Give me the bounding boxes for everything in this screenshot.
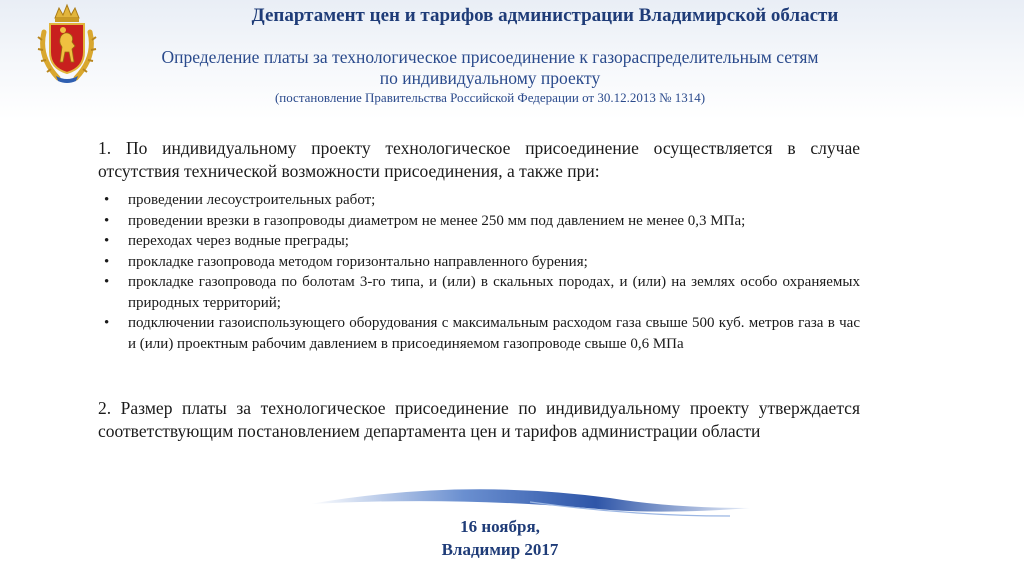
point-1-paragraph: 1. По индивидуальному проекту технологическое присоединение осуществляется в случае отсутствия технической возможности присоединения, а также при: xyxy=(98,138,860,181)
decree-reference: (постановление Правительства Российской Федерации от 30.12.2013 № 1314) xyxy=(274,90,706,105)
date-line-1: 16 ноября, xyxy=(460,517,540,536)
subtitle-line-1: Определение платы за технологическое присоединение к газораспределительным сетям xyxy=(161,47,819,67)
coat-of-arms-icon xyxy=(36,2,98,84)
slide-subtitle xyxy=(110,47,870,89)
list-item: • переходах через водные преграды; xyxy=(98,231,860,252)
list-item: • прокладке газопровода методом горизонтально направленного бурения; xyxy=(98,252,860,273)
list-item: • подключении газоиспользующего оборудования с максимальным расходом газа свыше 500 куб. метров газа в час и (или) проектным рабочим давлением в присоединяемом газопроводе свыше 0,6 МПа xyxy=(98,313,860,354)
slide-date xyxy=(400,515,600,561)
list-item: • проведении лесоустроительных работ; xyxy=(98,190,860,211)
subtitle-line-2: по индивидуальному проекту xyxy=(379,68,601,88)
conditions-list xyxy=(98,190,860,354)
list-item: • прокладке газопровода по болотам 3-го типа, и (или) в скальных породах, и (или) на землях особо охраняемых природных территорий; xyxy=(98,272,860,313)
point-2-paragraph: 2. Размер платы за технологическое присоединение по индивидуальному проекту утверждается соответствующим постановлением департамента цен и тарифов администрации области xyxy=(98,398,860,441)
date-line-2: Владимир 2017 xyxy=(441,540,559,559)
list-item: • проведении врезки в газопроводы диаметром не менее 250 мм под давлением не менее 0,3 МПа; xyxy=(98,211,860,232)
department-title: Департамент цен и тарифов администрации Владимирской области xyxy=(251,5,839,26)
